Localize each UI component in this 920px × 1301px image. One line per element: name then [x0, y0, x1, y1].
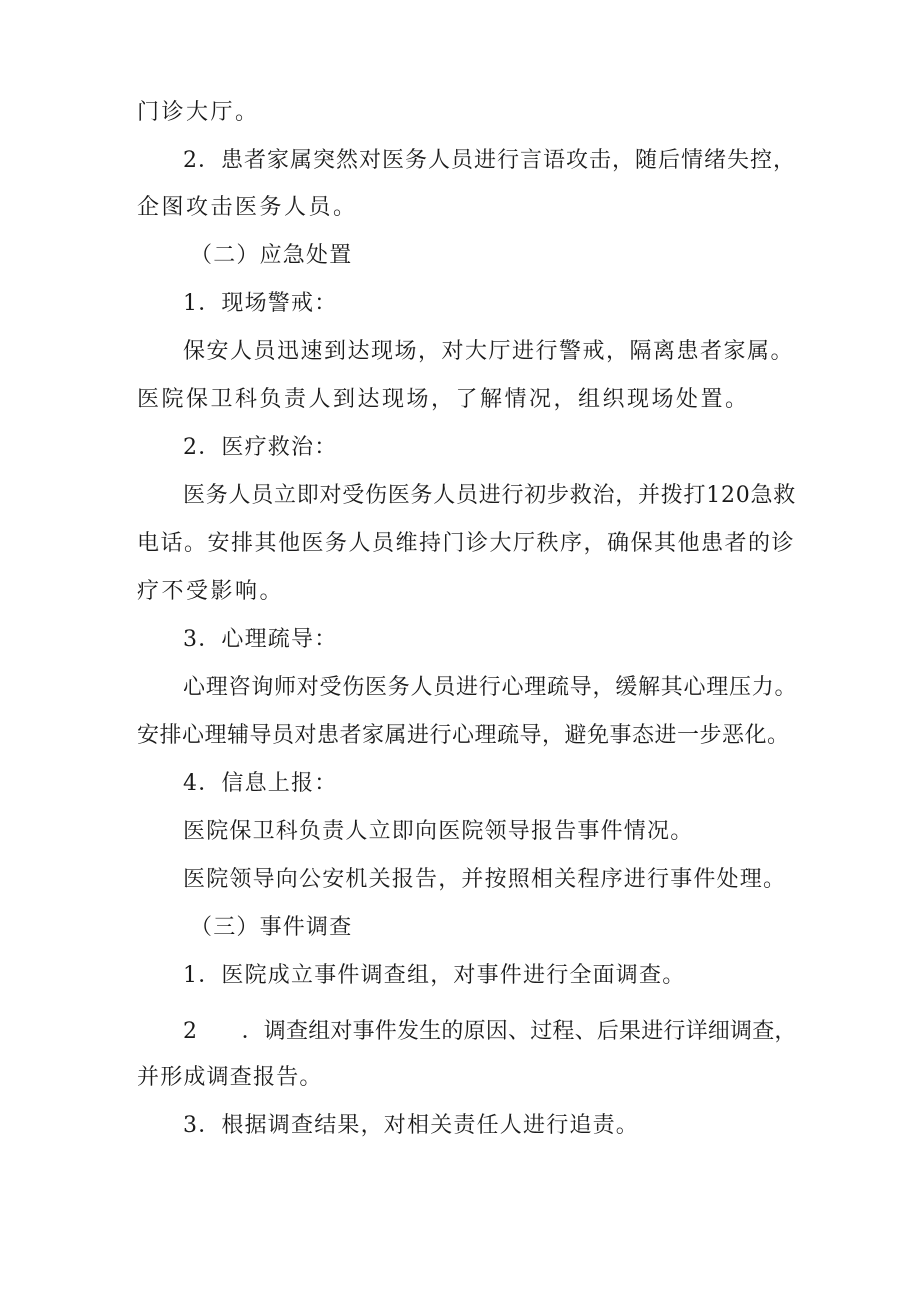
- paragraph-line: 2．患者家属突然对医务人员进行言语攻击，随后情绪失控，: [183, 148, 796, 173]
- paragraph-line: 2 ．调查组对事件发生的原因、过程、后果进行详细调查，: [183, 1019, 797, 1044]
- paragraph-line: 3．根据调查结果，对相关责任人进行追责。: [183, 1113, 639, 1138]
- paragraph-line: 保安人员迅速到达现场，对大厅进行警戒，隔离患者家属。: [183, 339, 795, 364]
- section-heading: （三）事件调查: [190, 915, 353, 940]
- paragraph-line: 医院保卫科负责人立即向医院领导报告事件情况。: [183, 819, 694, 844]
- paragraph-line: 医院领导向公安机关报告，并按照相关程序进行事件处理。: [183, 867, 787, 892]
- paragraph-line: 企图攻击医务人员。: [137, 195, 358, 220]
- subsection-heading: 3．心理疏导：: [183, 627, 338, 652]
- paragraph-line: 1．医院成立事件调查组，对事件进行全面调查。: [183, 963, 686, 988]
- paragraph-line: 疗不受影响。: [137, 579, 285, 604]
- paragraph-line: 并形成调查报告。: [137, 1065, 323, 1090]
- subsection-heading: 4．信息上报：: [183, 771, 338, 796]
- paragraph-line: 安排心理辅导员对患者家属进行心理疏导，避免事态进一步恶化。: [137, 723, 790, 748]
- paragraph-line: 医院保卫科负责人到达现场，了解情况，组织现场处置。: [137, 387, 750, 412]
- paragraph-line: 电话。安排其他医务人员维持门诊大厅秩序，确保其他患者的诊: [137, 531, 796, 556]
- subsection-heading: 1．现场警戒：: [183, 291, 338, 316]
- subsection-heading: 2．医疗救治：: [183, 435, 338, 460]
- section-heading: （二）应急处置: [190, 243, 353, 268]
- paragraph-line: 心理咨询师对受伤医务人员进行心理疏导，缓解其心理压力。: [183, 675, 798, 700]
- paragraph-line: 门诊大厅。: [137, 100, 260, 125]
- paragraph-line: 医务人员立即对受伤医务人员进行初步救治，并拨打120急救: [183, 483, 796, 508]
